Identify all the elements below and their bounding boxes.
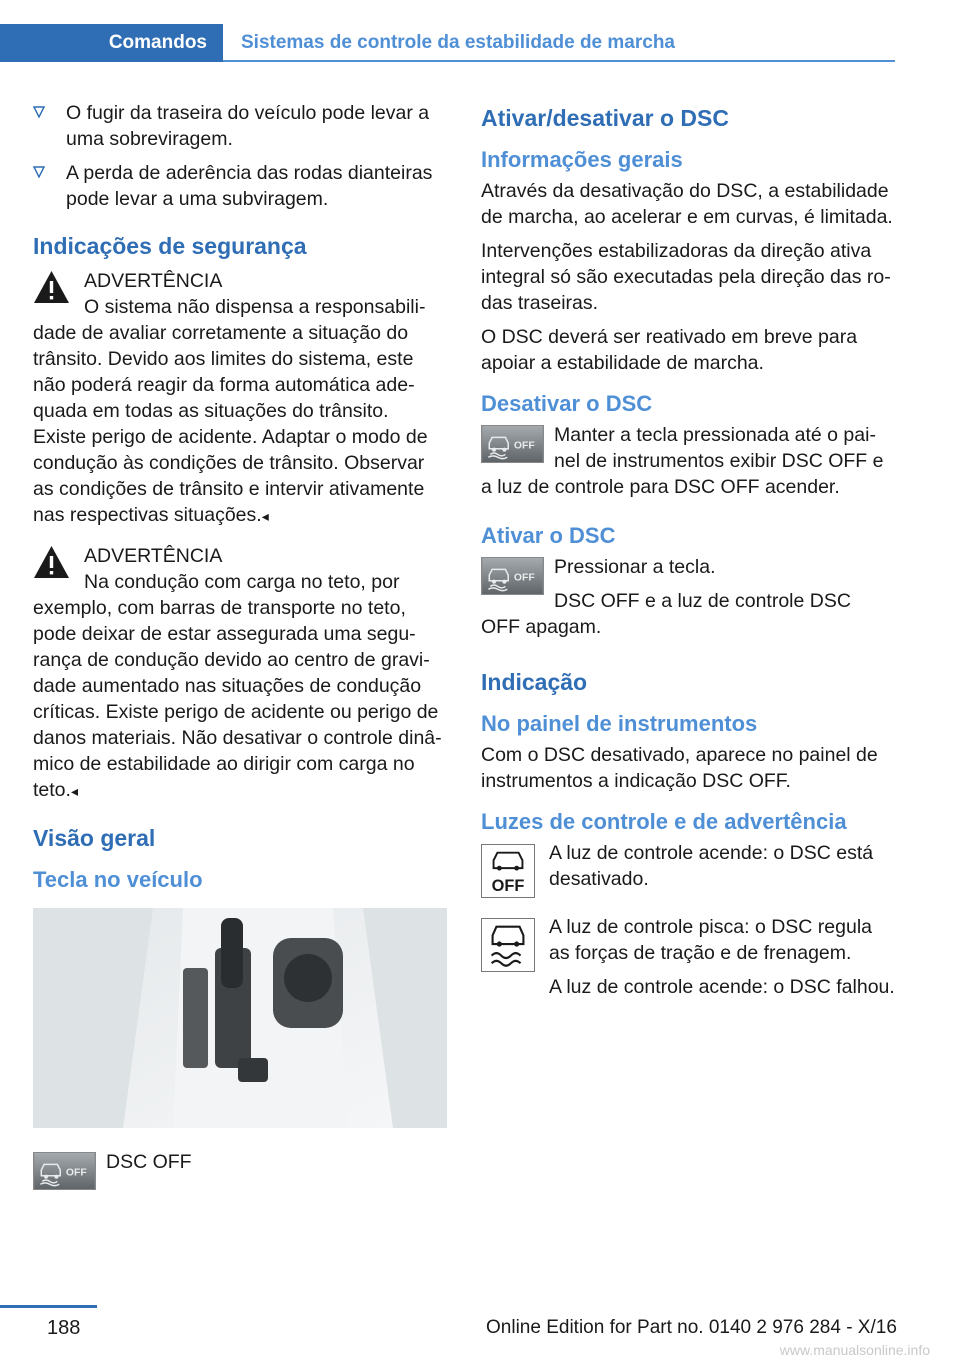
deactivate-heading: Desativar o DSC [481,391,653,416]
key-caption-row [33,1149,447,1196]
warning-block [33,268,447,529]
lamp-text: A luz de controle acende: o DSC está desativado. [549,842,874,890]
panel-heading: No painel de instrumentos [481,711,758,736]
warning-text: O sistema não dispensa a responsabilidade de avaliar corretamente a situação do trânsito. Devido aos limites do sistema, este não poderá reagir da forma automática adequada em todas as situações do trânsito. Existe perigo de acidente. Adaptar o modo de condução às condições de trânsito. Observar as condições de trânsito e intervir ativamente nas respectivas situações.◂ [33,296,428,526]
lamp-text: A luz de controle pisca: o DSC regula as forças de tração e de frenagem. [549,916,873,964]
chapter-title[interactable]: Sistemas de controle da estabilidade de marcha [241,32,675,53]
general-paragraph: Através da desativação do DSC, a estabilidade de marcha, ao acelerar e em curvas, é limitada. [481,180,893,228]
warning-text: Na condução com carga no teto, por exemplo, com barras de transporte no teto, pode deixar de estar assegurada uma segurança de condução devido ao centro de gravidade aumentado nas situações de condução críticas. Existe perigo de acidente ou perigo de danos materiais. Não desativar o controle dinâmico de estabilidade ao dirigir com carga no teto.◂ [33,571,442,801]
edition-text: Online Edition for Part no. 0140 2 976 284 - X/16 [486,1317,897,1338]
left-column [33,100,447,1196]
general-paragraph: O DSC deverá ser reativado em breve para apoiar a estabilidade de marcha. [481,326,858,374]
warning-block [33,543,447,804]
end-mark: ◂ [261,508,269,524]
page-number: 188 [47,1317,81,1339]
dsc-off-key-icon [481,557,544,595]
right-column [481,100,895,1008]
general-heading: Informações gerais [481,147,683,172]
key-caption: DSC OFF [106,1151,192,1173]
header-rule [223,60,895,62]
dsc-lamp-icon [481,918,535,972]
bullet-text: A perda de aderência das rodas dianteiras pode levar a uma subviragem. [66,162,433,210]
dsc-off-key-icon [481,425,544,463]
watermark: www.manualsonline.info [779,1342,930,1358]
safety-heading: Indicações de segurança [33,233,307,259]
footer-rule [0,1305,97,1308]
dsc-off-key-icon [33,1152,96,1190]
warning-label: ADVERTÊNCIA [84,545,223,567]
triangle-bullet-icon [33,166,45,178]
overview-heading: Visão geral [33,825,156,851]
display-heading: Indicação [481,669,588,695]
general-paragraph: Intervenções estabilizadoras da direção ativa integral só são executadas pela direção das rodas traseiras. [481,240,891,314]
activate-dsc-heading: Ativar o DSC [481,523,616,548]
list-item [33,100,447,152]
activate-text: DSC OFF e a luz de controle DSC OFF apagam. [481,590,851,638]
section-tab[interactable]: Comandos [0,24,223,62]
triangle-bullet-icon [33,106,45,118]
end-mark: ◂ [70,783,78,799]
activate-text: Pressionar a tecla. [554,556,716,578]
bullet-text: O fugir da traseira do veículo pode levar a uma sobreviragem. [66,102,430,150]
page-header [0,24,895,62]
warning-triangle-icon [33,545,70,579]
dsc-off-lamp-icon [481,844,535,898]
lamp-row [481,840,895,904]
button-heading: Tecla no veículo [33,867,203,892]
center-console-photo [33,908,447,1128]
lamp-row [481,914,895,1008]
deactivate-text: Manter a tecla pressionada até o painel de instrumentos exibir DSC OFF e a luz de controle para DSC OFF acender. [481,424,884,498]
svg-text:OFF: OFF [491,877,525,896]
list-item [33,160,447,212]
deactivate-row [481,422,895,508]
warning-triangle-icon [33,270,70,304]
panel-text: Com o DSC desativado, aparece no painel de instrumentos a indicação DSC OFF. [481,744,878,792]
lights-heading: Luzes de controle e de advertência [481,809,847,834]
activate-heading: Ativar/desativar o DSC [481,105,729,131]
warning-label: ADVERTÊNCIA [84,270,223,292]
activate-row [481,554,895,648]
lamp-text: A luz de controle acende: o DSC falhou. [549,976,895,998]
